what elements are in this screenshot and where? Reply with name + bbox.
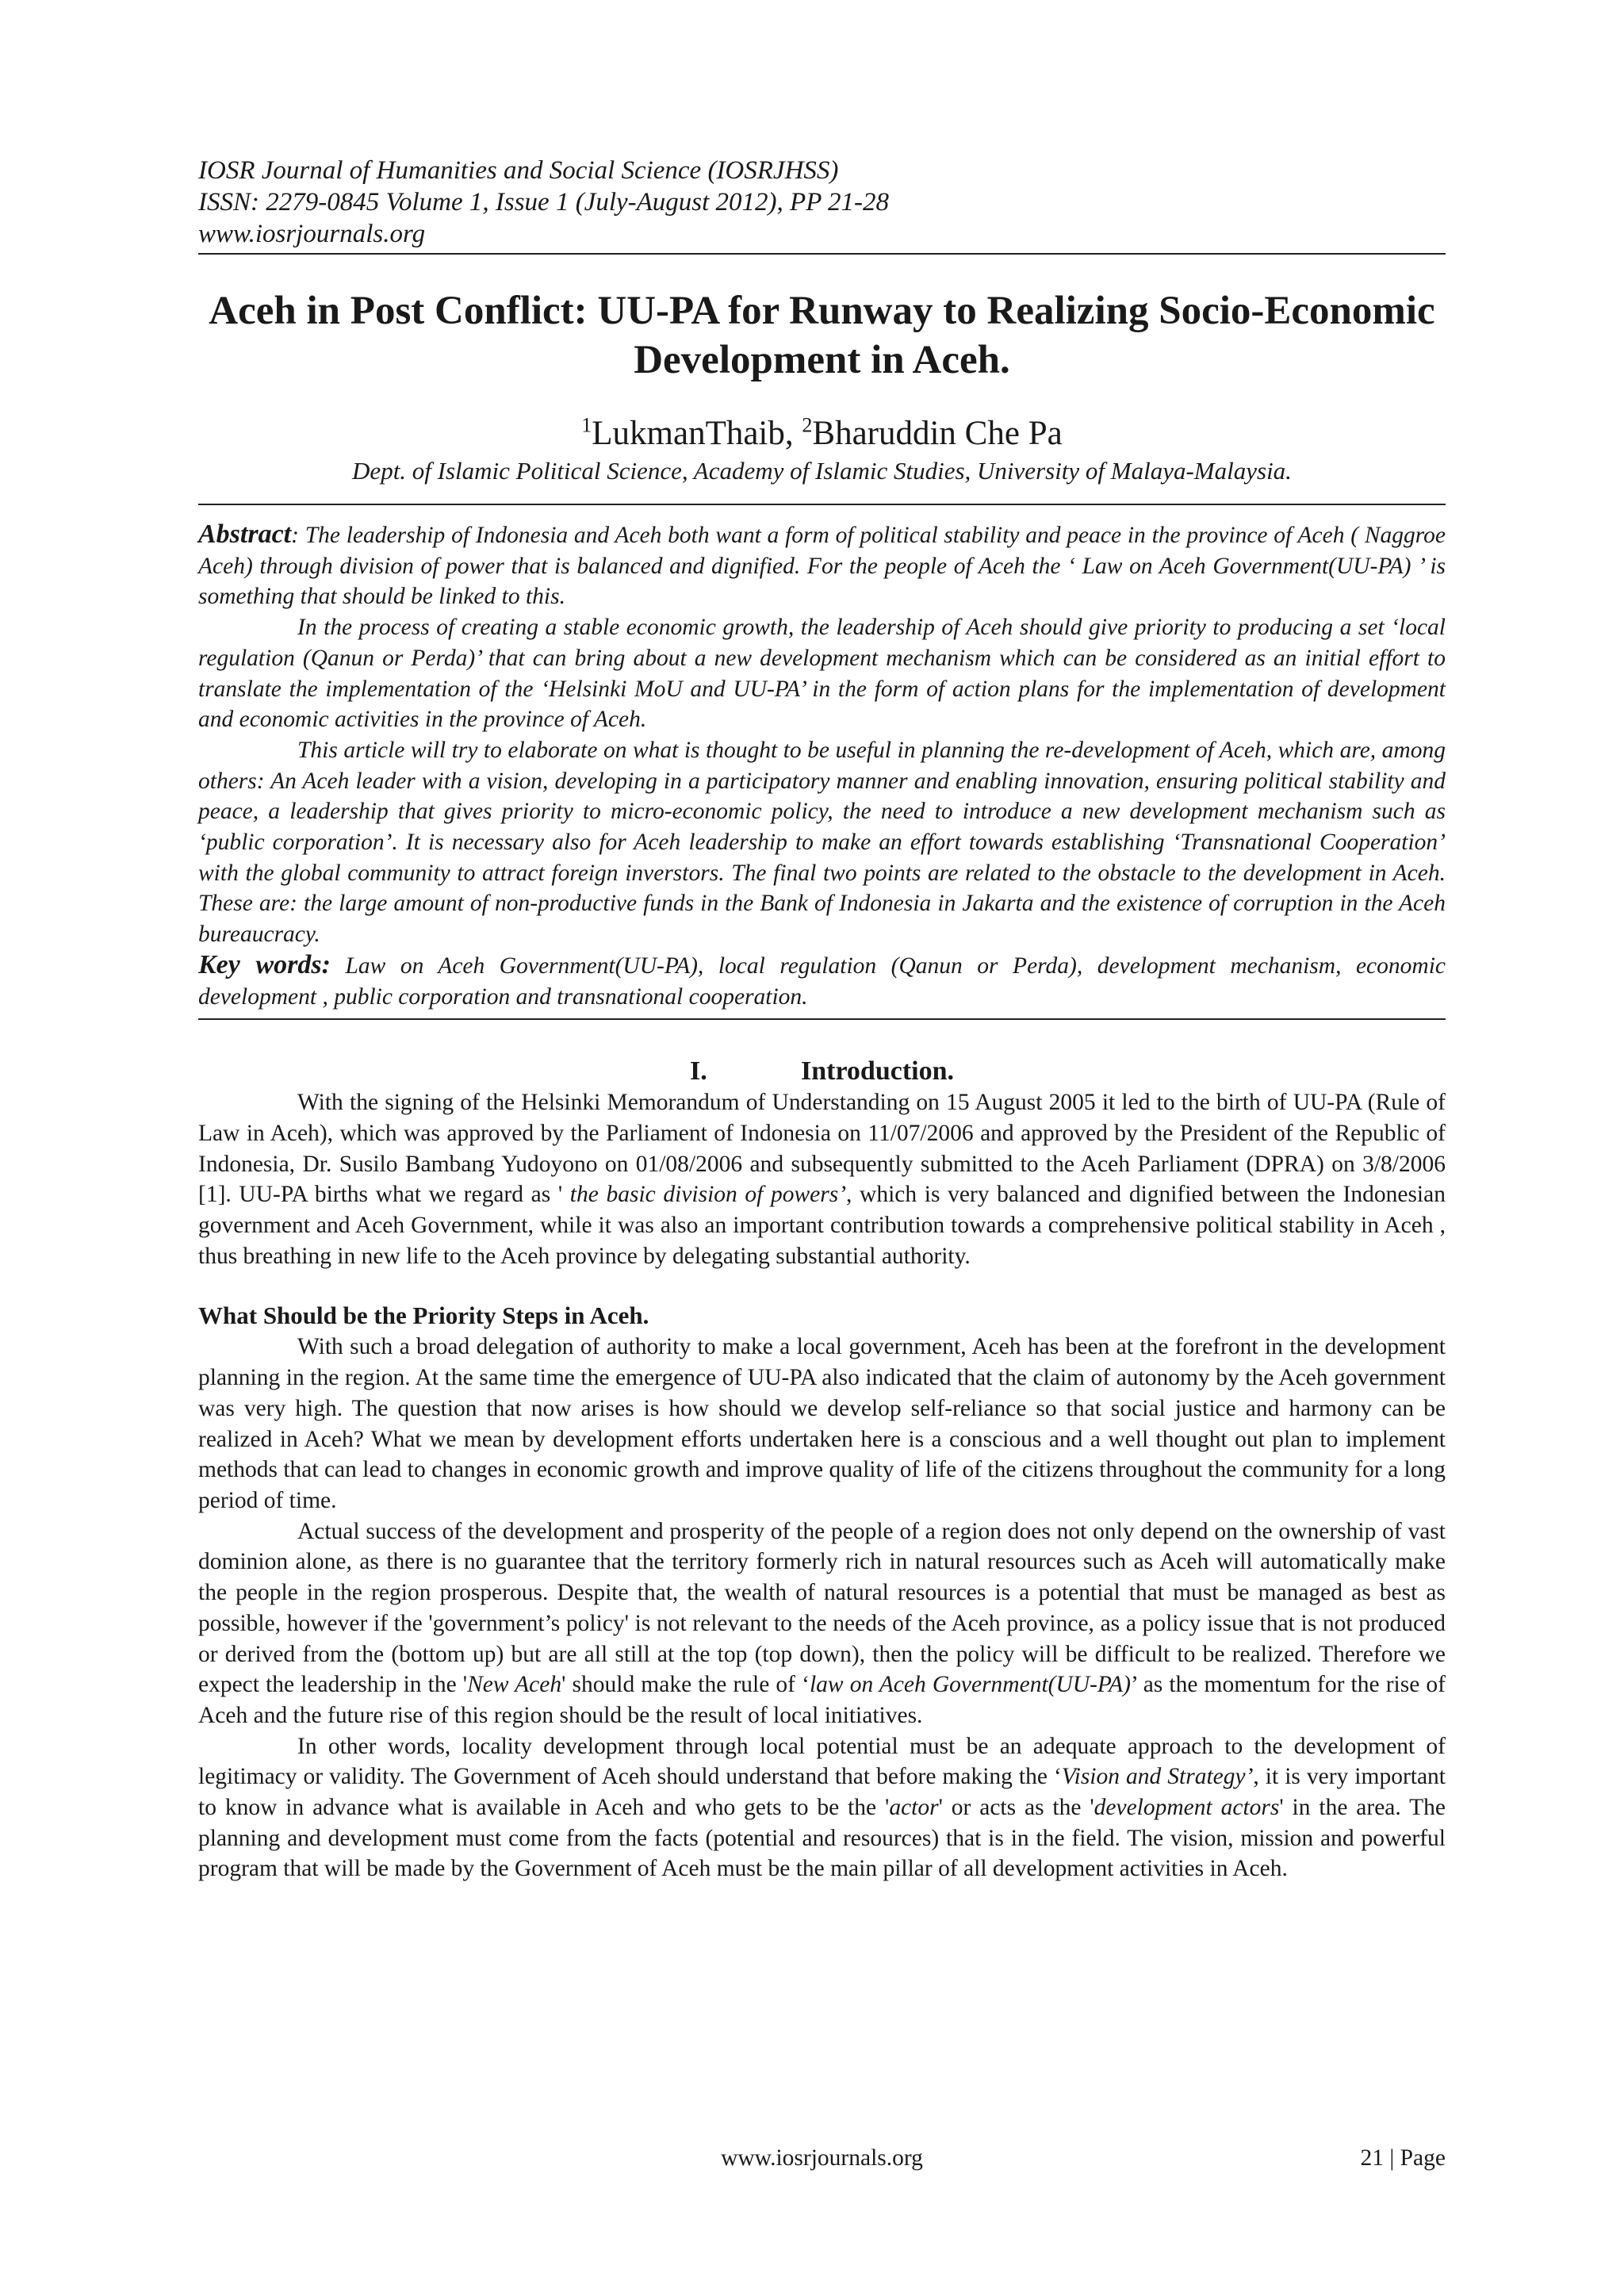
author1-superscript: 1 — [581, 413, 592, 437]
keywords-text: Law on Aceh Government(UU-PA), local regulation (Qanun or Perda), development mechanism, economic development , public corporation and transnational cooperation. — [198, 953, 1446, 1010]
intro-paragraph-1 — [198, 1087, 1446, 1271]
journal-name: IOSR Journal of Humanities and Social Science (IOSRJHSS) — [198, 156, 839, 185]
sp3-b: Vision and Strategy’ — [1061, 1764, 1254, 1790]
author-line — [198, 413, 1446, 454]
abstract-label: Abstract — [198, 519, 292, 549]
sp3-d: actor — [889, 1795, 939, 1821]
paper-title: Aceh in Post Conflict: UU-PA for Runway to Realizing Socio-Economic Development in Aceh. — [209, 289, 1435, 382]
sp2-b: New Aceh — [467, 1672, 562, 1698]
subsection-paragraph-2 — [198, 1516, 1446, 1731]
introduction-body — [198, 1087, 1446, 1271]
abstract-text-1: : The leadership of Indonesia and Aceh both want a form of political stability and peace in the province of Aceh ( Naggroe Aceh) through division of power that is balanced and dignified. For the people of Aceh the ‘ Law on Aceh Government(UU-PA) ’ is something that should be linked to this. — [198, 523, 1446, 610]
keywords-paragraph — [198, 950, 1446, 1012]
sp2-c: ' should make the rule of ‘ — [561, 1672, 810, 1698]
sp3-f: development actors — [1094, 1795, 1280, 1821]
page-number: 21 | Page — [1360, 2145, 1446, 2171]
affiliation: Dept. of Islamic Political Science, Academy of Islamic Studies, University of Malaya-Malaysia. — [352, 457, 1292, 485]
intro-text-c: , which is very balanced and dignified between the Indonesian government and Aceh Government, while it was also an important contribution towards a comprehensive political stability in Aceh , thus breathing in new life to the Aceh province by delegating substantial authority. — [198, 1182, 1446, 1269]
abstract-paragraph-2: In the process of creating a stable economic growth, the leadership of Aceh should give priority to producing a set ‘local regulation (Qanun or Perda)’ that can bring about a new development mechanism which can be considered as an initial effort to translate the implementation of the ‘Helsinki MoU and UU-PA’ in the form of action plans for the implementation of development and economic activities in the province of Aceh. — [198, 615, 1446, 733]
section-heading-introduction — [198, 1056, 1446, 1087]
subsection-heading: What Should be the Priority Steps in Aceh. — [198, 1301, 649, 1330]
abstract-block — [198, 519, 1446, 1012]
author-2: Bharuddin Che Pa — [812, 415, 1063, 452]
header-divider — [198, 253, 1446, 255]
abstract-paragraph-1 — [198, 519, 1446, 612]
author2-superscript: 2 — [802, 413, 813, 437]
abstract-bottom-divider — [198, 1018, 1446, 1020]
subsection-body — [198, 1332, 1446, 1884]
sp3-g: ' in the area. The planning and development must come from the facts (potential and resources) that is in the field. The vision, mission and powerful program that will be made by the Government of Aceh must be the main pillar of all development activities in Aceh. — [198, 1795, 1446, 1882]
sp3-e: ' or acts as the ' — [938, 1795, 1094, 1821]
subsection-paragraph-1: With such a broad delegation of authority to make a local government, Aceh has been at the forefront in the development planning in the region. At the same time the emergence of UU-PA also indicated that the claim of autonomy by the Aceh government was very high. The question that now arises is how should we develop self-reliance so that social justice and harmony can be realized in Aceh? What we mean by development efforts undertaken here is a conscious and a well thought out plan to implement methods that can lead to changes in economic growth and improve quality of life of the citizens throughout the community for a long period of time. — [198, 1334, 1446, 1513]
journal-website[interactable]: www.iosrjournals.org — [198, 220, 426, 248]
sp2-d: law on Aceh Government(UU-PA) — [809, 1672, 1131, 1698]
journal-header — [198, 155, 1446, 250]
intro-text-a: With the signing of the Helsinki Memorandum of Understanding on 15 August 2005 it led to the birth of UU-PA (Rule of Law in Aceh), which was approved by the Parliament of Indonesia on 11/07/2006 and approved by the President of the Republic of Indonesia, Dr. Susilo Bambang Yudoyono on 01/08/2006 and subsequently submitted to the Aceh Parliament (DPRA) on 3/8/2006 [1]. UU-PA births what we regard as ' — [198, 1090, 1446, 1208]
abstract-paragraph-3: This article will try to elaborate on what is thought to be useful in planning the re-development of Aceh, which are, among others: An Aceh leader with a vision, developing in a participatory manner and enabling innovation, ensuring political stability and peace, a leadership that gives priority to micro-economic policy, the need to introduce a new development mechanism such as ‘public corporation’. It is necessary also for Aceh leadership to make an effort towards establishing ‘Transnational Cooperation’ with the global community to attract foreign inverstors. The final two points are related to the obstacle to the development in Aceh. These are: the large amount of non-productive funds in the Bank of Indonesia in Jakarta and the existence of corruption in the Aceh bureaucracy. — [198, 737, 1446, 948]
sp2-e: ’ as the momentum for the rise of Aceh and the future rise of this region should be the result of local initiatives. — [198, 1672, 1446, 1728]
author-1: LukmanThaib, — [592, 415, 794, 452]
intro-text-italic: the basic division of powers’ — [569, 1182, 847, 1208]
keywords-label: Key words: — [198, 949, 331, 979]
paper-page — [198, 155, 1446, 1884]
sp3-c: , it is very important to know in advance what is available in Aceh and who gets to be the ' — [198, 1764, 1446, 1821]
journal-issn: ISSN: 2279-0845 Volume 1, Issue 1 (July-August 2012), PP 21-28 — [198, 188, 890, 217]
footer-url[interactable]: www.iosrjournals.org — [721, 2145, 923, 2171]
section-number: I. — [689, 1056, 707, 1087]
sp2-a: Actual success of the development and prosperity of the people of a region does not only depend on the ownership of vast dominion alone, as there is no guarantee that the territory formerly rich in natural resources such as Aceh will automatically make the people in the region prosperous. Despite that, the wealth of natural resources is a potential that must be managed as best as possible, however if the 'government’s policy' is not relevant to the needs of the Aceh province, as a policy issue that is not produced or derived from the (bottom up) but are all still at the top (top down), then the policy will be difficult to be realized. Therefore we expect the leadership in the ' — [198, 1518, 1446, 1698]
subsection-title: What Should be the Priority Steps in Aceh — [198, 1301, 643, 1330]
subsection-paragraph-3 — [198, 1731, 1446, 1885]
abstract-top-divider — [198, 504, 1446, 505]
section-title: Introduction. — [800, 1056, 955, 1087]
sp3-a: In other words, locality development through local potential must be an adequate approach to the development of legitimacy or validity. The Government of Aceh should understand that before making the ‘ — [198, 1733, 1446, 1790]
